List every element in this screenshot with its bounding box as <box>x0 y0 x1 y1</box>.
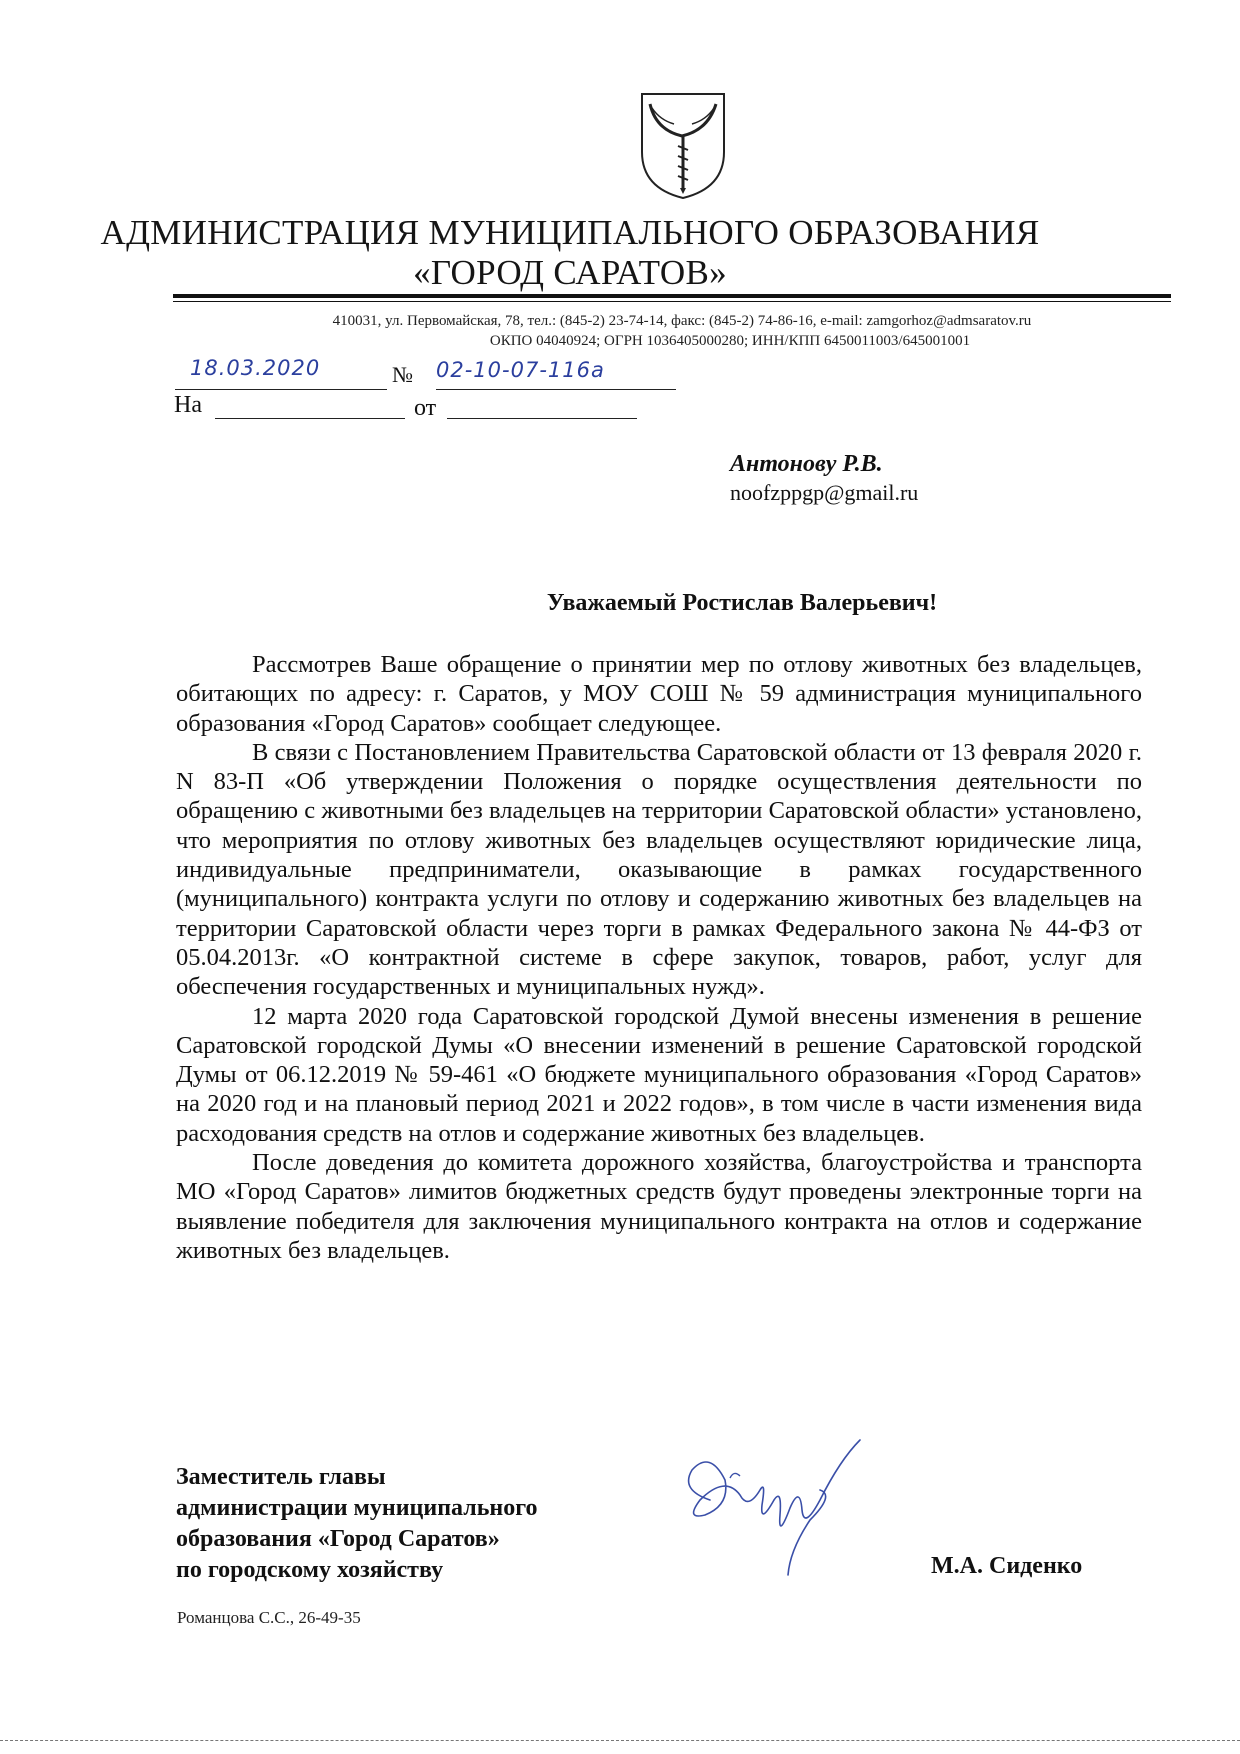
letter-body <box>176 650 1142 1265</box>
dated-label: от <box>414 395 437 421</box>
dated-blank <box>447 418 637 419</box>
reference-number: 02-10-07-116а <box>436 358 605 382</box>
contacts-line: 410031, ул. Первомайская, 78, тел.: (845-2) 23-74-14, факс: (845-2) 74-86-16, e-mail: zamgorhoz@admsaratov.ru <box>332 313 1032 329</box>
signatory-name: М.А. Сиденко <box>931 1553 1083 1579</box>
in-reply-to-label: На <box>174 392 202 418</box>
executor-contact: Романцова С.С., 26-49-35 <box>177 1608 361 1627</box>
body-paragraph: Рассмотрев Ваше обращение о принятии мер по отлову животных без владельцев, обитающих по адресу: г. Саратов, у МОУ СОШ № 59 администрация муниципального образования «Город Саратов» сообщает следующее. <box>176 651 1142 737</box>
body-paragraph: 12 марта 2020 года Саратовской городской Думой внесены изменения в решение Саратовской городской Думы «О внесении изменений в решение Саратовской городской Думы от 06.12.2019 № 59-461 «О бюджете муниципального образования «Город Саратов» на 2020 год и на плановый период 2021 и 2022 годов», в том числе в части изменения вида расходования средств на отлов и содержание животных без владельцев. <box>176 1002 1142 1147</box>
registration-codes-line: ОКПО 04040924; ОГРН 1036405000280; ИНН/КПП 6450011003/645001001 <box>489 333 971 349</box>
body-paragraph: В связи с Постановлением Правительства Саратовской области от 13 февраля 2020 г. N 83-П «Об утверждении Положения о порядке осуществления деятельности по обращению с животными без владельцев на территории Саратовской области» установлено, что мероприятия по отлову животных без владельцев осуществляют юридические лица, индивидуальные предприниматели, оказывающие в рамках государственного (муниципального) контракта услуги по отлову и содержанию животных без владельцев на территории Саратовской области через торги в рамках Федерального закона № 44-ФЗ от 05.04.2013г. «О контрактной системе в сфере закупок, товаров, работ, услуг для обеспечения государственных и муниципальных нужд». <box>176 738 1142 1001</box>
reference-date-underline <box>175 389 387 390</box>
greeting: Уважаемый Ростислав Валерьевич! <box>546 590 938 616</box>
signatory-title-line: Заместитель главы <box>176 1464 386 1490</box>
signatory-title-line: по городскому хозяйству <box>176 1557 444 1583</box>
signatory-title-line: администрации муниципального <box>176 1495 538 1521</box>
page-bottom-edge <box>0 1740 1240 1741</box>
signatory-title <box>176 1462 538 1586</box>
signatory-title-line: образования «Город Саратов» <box>176 1526 500 1552</box>
organization-title-line2: «ГОРОД САРАТОВ» <box>413 253 727 292</box>
recipient-email: noofzppgp@gmail.ru <box>730 480 919 505</box>
header-divider-thin <box>173 301 1171 302</box>
recipient-name: Антонову Р.В. <box>730 451 883 477</box>
handwritten-signature <box>670 1430 890 1580</box>
header-divider-thick <box>173 294 1171 298</box>
in-reply-to-blank <box>215 418 405 419</box>
reference-number-underline <box>436 389 676 390</box>
reference-number-label: № <box>392 362 413 387</box>
coat-of-arms-icon <box>638 90 728 202</box>
organization-title-line1: АДМИНИСТРАЦИЯ МУНИЦИПАЛЬНОГО ОБРАЗОВАНИЯ <box>100 213 1040 252</box>
body-paragraph: После доведения до комитета дорожного хозяйства, благоустройства и транспорта МО «Город Саратов» лимитов бюджетных средств будут проведены электронные торги на выявление победителя для заключения муниципального контракта на отлов и содержание животных без владельцев. <box>176 1149 1142 1264</box>
reference-date: 18.03.2020 <box>190 356 321 380</box>
